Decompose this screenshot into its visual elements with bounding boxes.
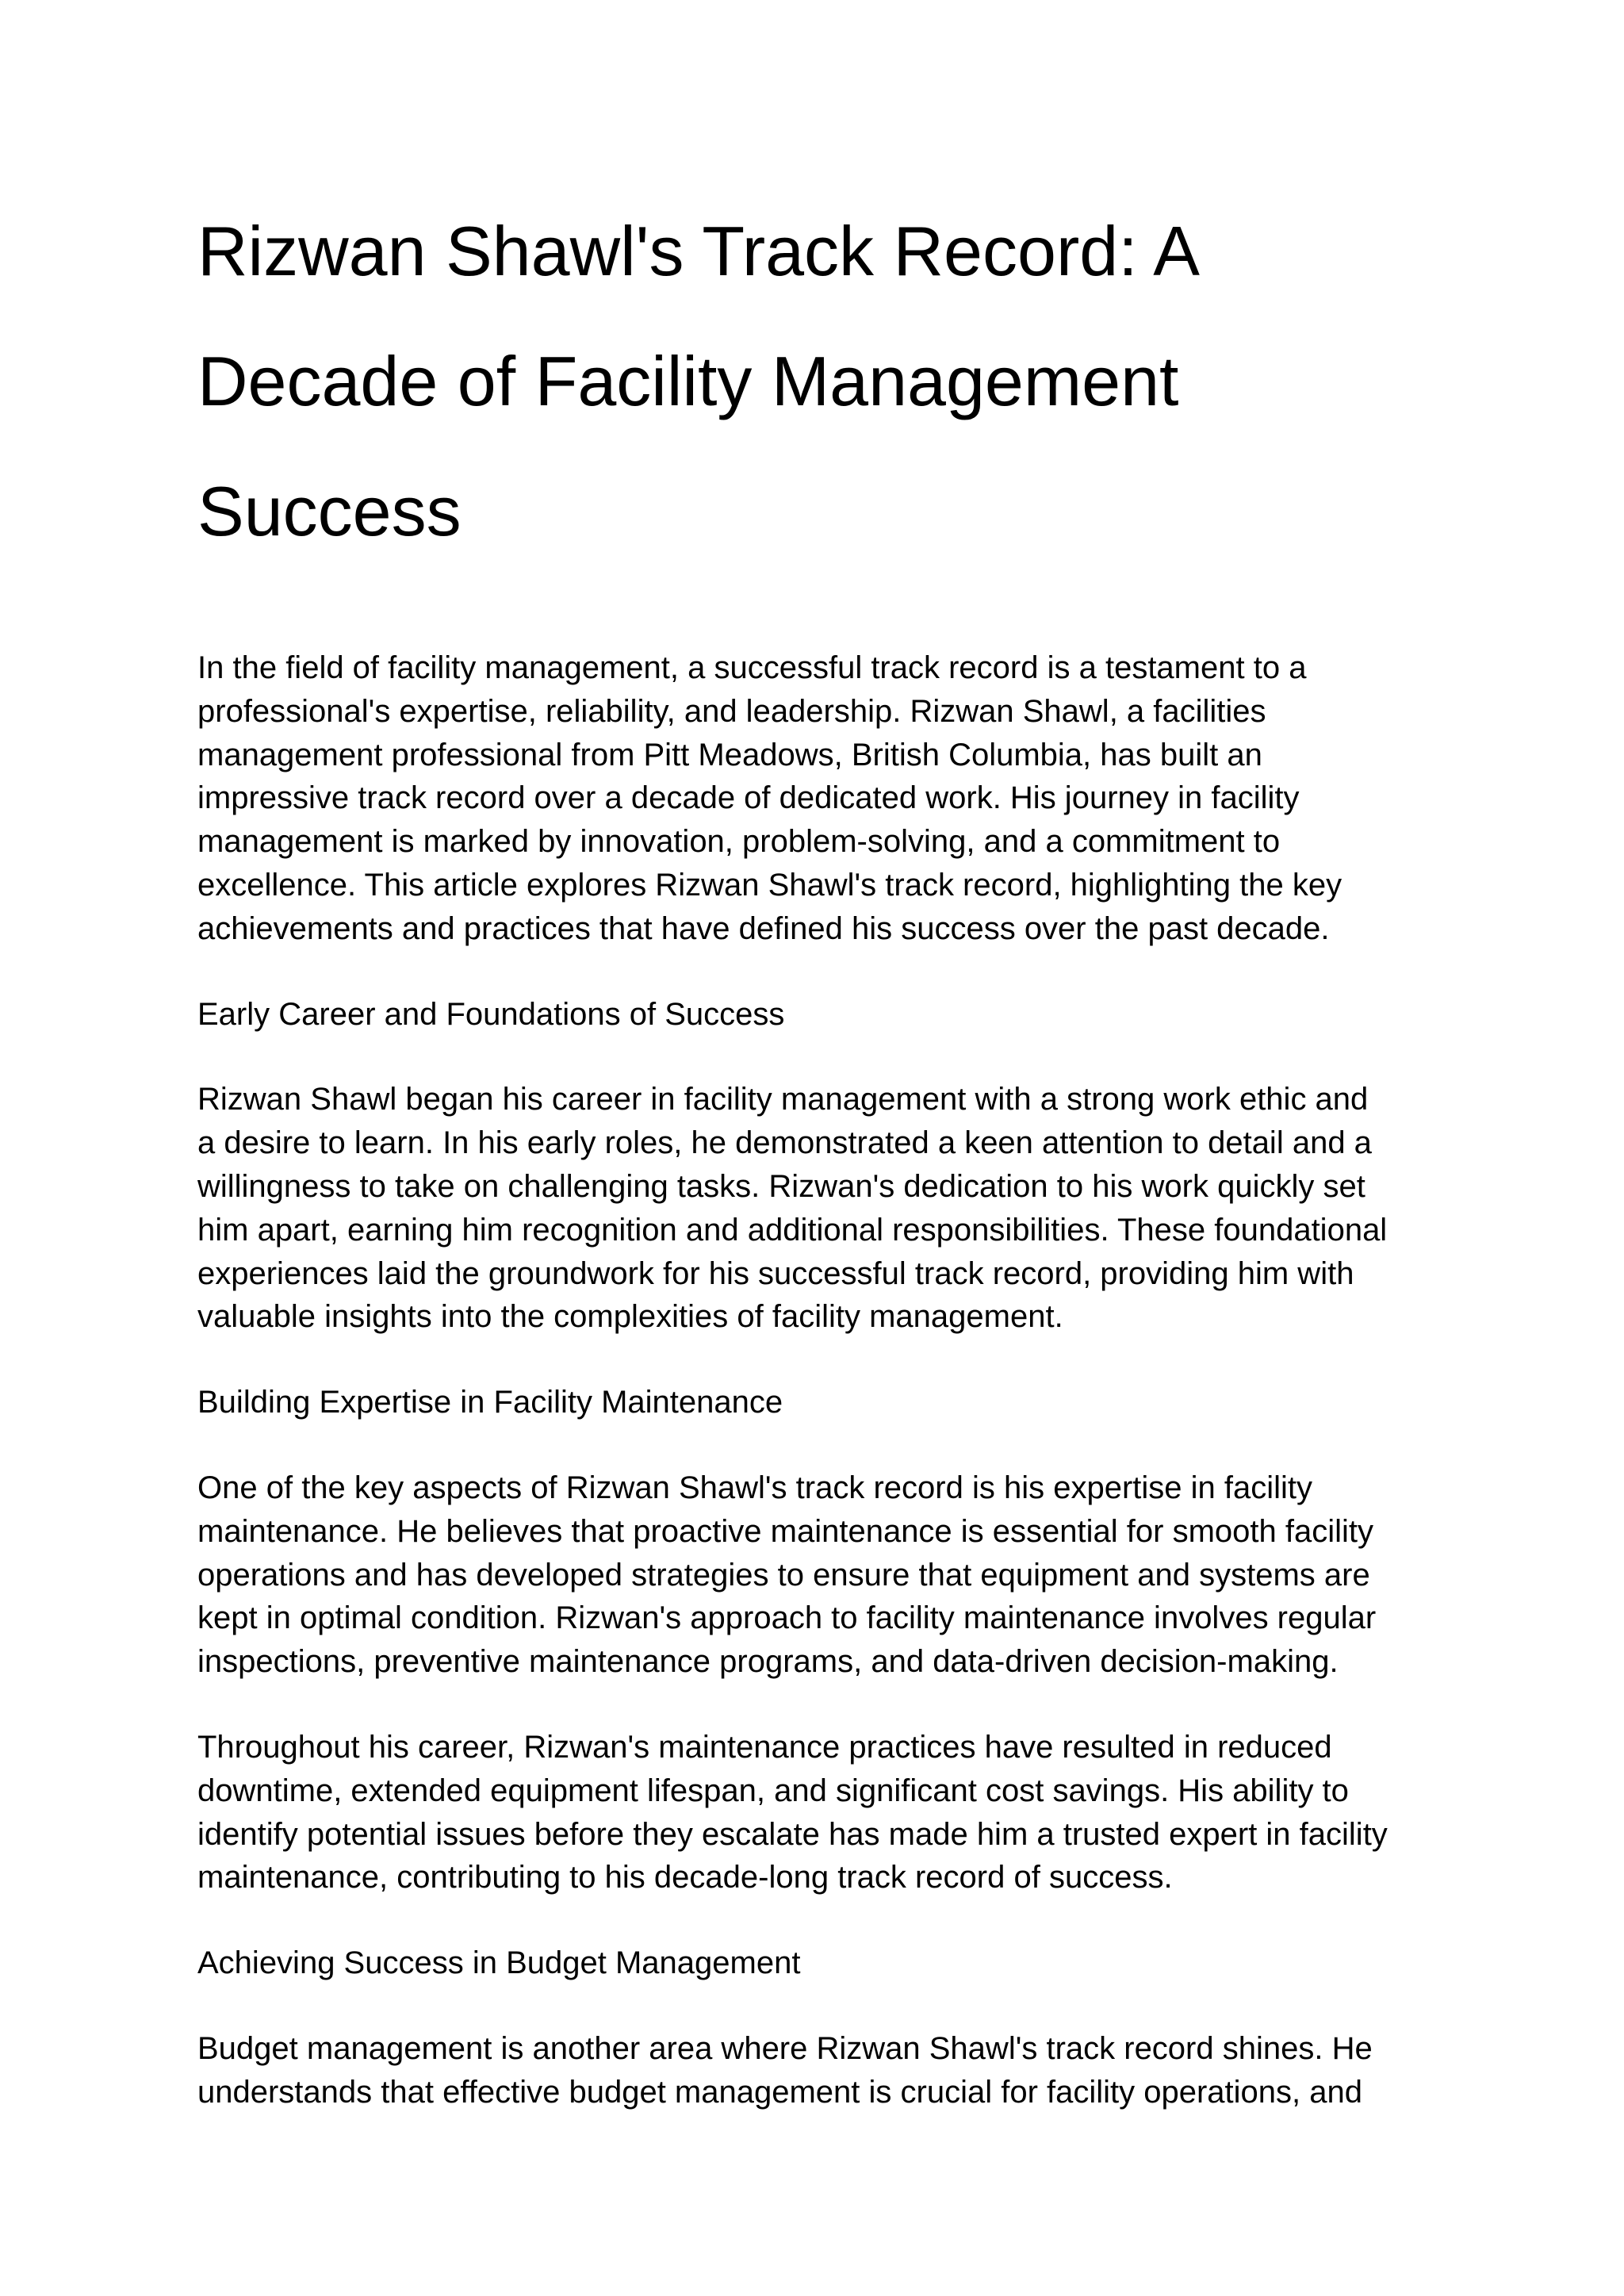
text-line: In the field of facility management, a successful track record is a testament to a bbox=[197, 650, 1307, 685]
early-career-paragraph bbox=[197, 1078, 1450, 1339]
text-line: him apart, earning him recognition and additional responsibilities. These foundational bbox=[197, 1212, 1388, 1248]
text-line: professional's expertise, reliability, and leadership. Rizwan Shawl, a facilities bbox=[197, 693, 1266, 729]
heading-text: Building Expertise in Facility Maintenance bbox=[197, 1385, 783, 1420]
text-line: Budget management is another area where Rizwan Shawl's track record shines. He bbox=[197, 2030, 1373, 2066]
text-line: a desire to learn. In his early roles, he demonstrated a keen attention to detail and a bbox=[197, 1125, 1372, 1161]
text-line: experiences laid the groundwork for his successful track record, providing him with bbox=[197, 1255, 1354, 1291]
document-content bbox=[197, 186, 1450, 2156]
section-heading-maintenance bbox=[197, 1381, 1450, 1424]
title-line: Rizwan Shawl's Track Record: A bbox=[197, 212, 1200, 290]
title-line: Success bbox=[197, 472, 462, 550]
section-heading-budget bbox=[197, 1941, 1450, 1985]
section-heading-early-career bbox=[197, 993, 1450, 1037]
text-line: maintenance, contributing to his decade-long track record of success. bbox=[197, 1860, 1173, 1895]
text-line: excellence. This article explores Rizwan Shawl's track record, highlighting the key bbox=[197, 867, 1342, 903]
text-line: valuable insights into the complexities of facility management. bbox=[197, 1299, 1063, 1335]
text-line: One of the key aspects of Rizwan Shawl's track record is his expertise in facility bbox=[197, 1470, 1312, 1505]
heading-text: Early Career and Foundations of Success bbox=[197, 996, 785, 1032]
text-line: impressive track record over a decade of dedicated work. His journey in facility bbox=[197, 780, 1300, 816]
text-line: inspections, preventive maintenance programs, and data-driven decision-making. bbox=[197, 1644, 1339, 1680]
text-line: management is marked by innovation, problem-solving, and a commitment to bbox=[197, 824, 1281, 860]
text-line: maintenance. He believes that proactive maintenance is essential for smooth facility bbox=[197, 1513, 1373, 1549]
text-line: Throughout his career, Rizwan's maintenance practices have resulted in reduced bbox=[197, 1729, 1332, 1765]
text-line: Rizwan Shawl began his career in facility management with a strong work ethic and bbox=[197, 1082, 1369, 1117]
document-title bbox=[197, 186, 1450, 577]
intro-paragraph bbox=[197, 646, 1450, 951]
title-line: Decade of Facility Management bbox=[197, 342, 1179, 420]
text-line: identify potential issues before they escalate has made him a trusted expert in facility bbox=[197, 1816, 1388, 1852]
text-line: achievements and practices that have defined his success over the past decade. bbox=[197, 910, 1330, 946]
maintenance-results-paragraph bbox=[197, 1726, 1450, 1899]
text-line: operations and has developed strategies to ensure that equipment and systems are bbox=[197, 1557, 1370, 1593]
text-line: downtime, extended equipment lifespan, and significant cost savings. His ability to bbox=[197, 1773, 1349, 1808]
text-line: willingness to take on challenging tasks. Rizwan's dedication to his work quickly set bbox=[197, 1168, 1365, 1204]
maintenance-paragraph bbox=[197, 1466, 1450, 1684]
document-body bbox=[197, 646, 1450, 2114]
text-line: understands that effective budget management is crucial for facility operations, and bbox=[197, 2074, 1363, 2110]
text-line: kept in optimal condition. Rizwan's approach to facility maintenance involves regular bbox=[197, 1600, 1377, 1636]
text-line: management professional from Pitt Meadows, British Columbia, has built an bbox=[197, 737, 1262, 772]
budget-paragraph bbox=[197, 2027, 1450, 2114]
heading-text: Achieving Success in Budget Management bbox=[197, 1945, 801, 1981]
